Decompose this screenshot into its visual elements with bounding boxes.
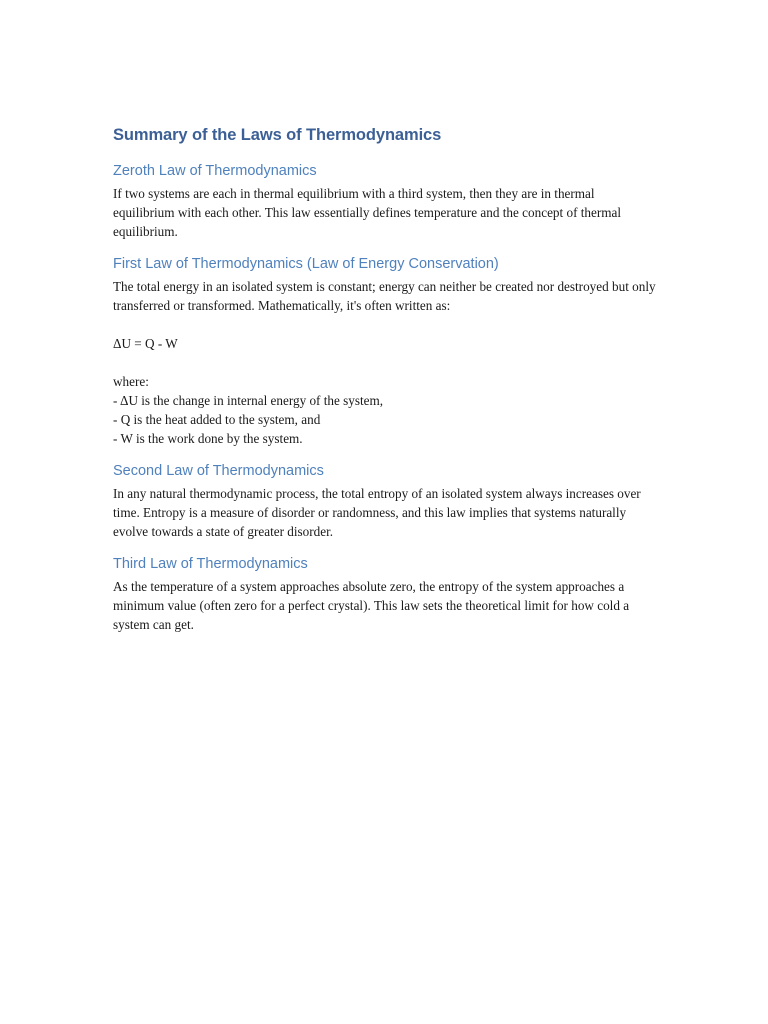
where-item-q: - Q is the heat added to the system, and — [113, 412, 321, 427]
document-title: Summary of the Laws of Thermodynamics — [113, 126, 442, 144]
second-law-heading: Second Law of Thermodynamics — [113, 463, 324, 479]
third-law-body: As the temperature of a system approaches absolute zero, the entropy of the system approaches a minimum value (often zero for a perfect crystal). This law sets the theoretical limit for how cold a system can get. — [113, 579, 630, 632]
where-list — [113, 391, 658, 448]
where-item-delta-u: - ΔU is the change in internal energy of the system, — [113, 393, 384, 408]
section-second-law — [113, 461, 658, 541]
section-third-law — [113, 554, 658, 634]
zeroth-law-body: If two systems are each in thermal equilibrium with a third system, then they are in thermal equilibrium with each other. This law essentially defines temperature and the concept of thermal equilibrium. — [113, 186, 622, 239]
first-law-equation: ΔU = Q - W — [113, 336, 178, 351]
first-law-heading: First Law of Thermodynamics (Law of Energy Conservation) — [113, 256, 499, 272]
section-zeroth-law — [113, 161, 658, 241]
where-label: where: — [113, 374, 149, 389]
third-law-heading: Third Law of Thermodynamics — [113, 556, 308, 572]
document-content — [113, 124, 658, 647]
second-law-body: In any natural thermodynamic process, the total entropy of an isolated system always increases over time. Entropy is a measure of disorder or randomness, and this law implies that systems naturally evolve towards a state of greater disorder. — [113, 486, 641, 539]
zeroth-law-heading: Zeroth Law of Thermodynamics — [113, 163, 317, 179]
first-law-body: The total energy in an isolated system is constant; energy can neither be created nor destroyed but only transferred or transformed. Mathematically, it's often written as: — [113, 279, 656, 313]
where-item-w: - W is the work done by the system. — [113, 431, 303, 446]
section-first-law — [113, 254, 658, 448]
